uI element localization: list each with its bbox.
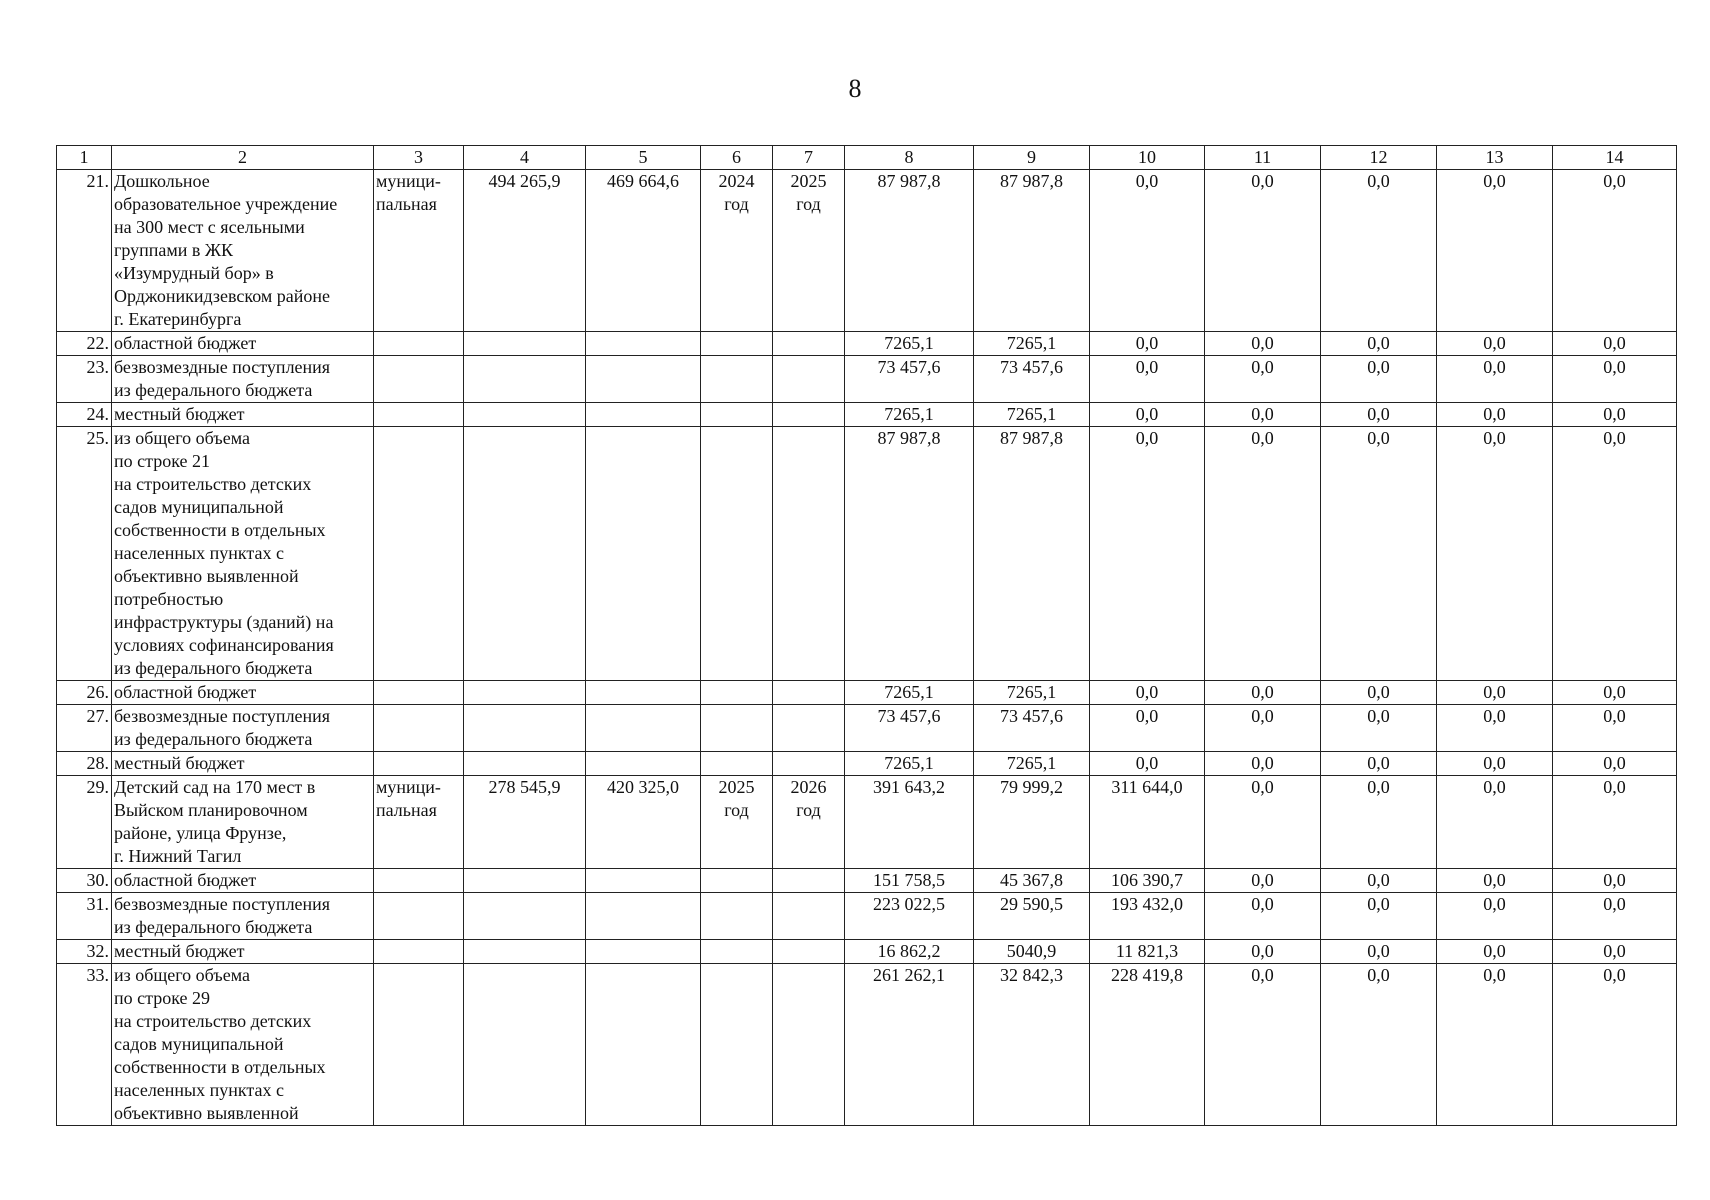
value-cell-11: 0,0	[1205, 356, 1321, 403]
end-year-cell	[773, 705, 845, 752]
ownership-type-cell	[374, 681, 464, 705]
header-cell: 8	[845, 146, 974, 170]
end-year-cell	[773, 964, 845, 1126]
row-number-cell: 33.	[57, 964, 112, 1126]
value-cell-13: 0,0	[1437, 869, 1553, 893]
end-year-cell	[773, 427, 845, 681]
value-cell-12: 0,0	[1321, 893, 1437, 940]
ownership-type-cell	[374, 940, 464, 964]
page-number: 8	[848, 74, 862, 103]
value-cell-13: 0,0	[1437, 356, 1553, 403]
value-cell-12: 0,0	[1321, 776, 1437, 869]
item-name-cell: из общего объема по строке 21 на строительство детских садов муниципальной собственности в отдельных населенных пунктах с объективно выявленной потребностью инфраструктуры (зданий) на условиях софинансирования из федерального бюджета	[112, 427, 374, 681]
row-number-cell: 26.	[57, 681, 112, 705]
value-cell-13: 0,0	[1437, 752, 1553, 776]
value-cell-8: 73 457,6	[845, 356, 974, 403]
item-name-cell: Детский сад на 170 мест в Выйском планировочном районе, улица Фрунзе, г. Нижний Тагил	[112, 776, 374, 869]
item-name-cell: областной бюджет	[112, 869, 374, 893]
value-cell-4	[464, 681, 586, 705]
value-cell-12: 0,0	[1321, 752, 1437, 776]
value-cell-12: 0,0	[1321, 940, 1437, 964]
table-row	[57, 427, 1677, 681]
row-number-cell: 32.	[57, 940, 112, 964]
value-cell-13: 0,0	[1437, 681, 1553, 705]
row-number-cell: 24.	[57, 403, 112, 427]
value-cell-14: 0,0	[1553, 403, 1677, 427]
value-cell-8: 87 987,8	[845, 170, 974, 332]
value-cell-8: 223 022,5	[845, 893, 974, 940]
header-cell: 11	[1205, 146, 1321, 170]
start-year-cell	[701, 869, 773, 893]
value-cell-9: 32 842,3	[974, 964, 1090, 1126]
table-row	[57, 332, 1677, 356]
value-cell-14: 0,0	[1553, 705, 1677, 752]
row-number-cell: 22.	[57, 332, 112, 356]
value-cell-9: 29 590,5	[974, 893, 1090, 940]
value-cell-4: 278 545,9	[464, 776, 586, 869]
header-cell: 4	[464, 146, 586, 170]
end-year-cell	[773, 752, 845, 776]
value-cell-4	[464, 869, 586, 893]
value-cell-10: 0,0	[1090, 332, 1205, 356]
table-row	[57, 964, 1677, 1126]
table-row	[57, 705, 1677, 752]
value-cell-11: 0,0	[1205, 752, 1321, 776]
value-cell-10: 311 644,0	[1090, 776, 1205, 869]
ownership-type-cell	[374, 332, 464, 356]
value-cell-14: 0,0	[1553, 427, 1677, 681]
value-cell-12: 0,0	[1321, 332, 1437, 356]
value-cell-5	[586, 356, 701, 403]
ownership-type-cell	[374, 869, 464, 893]
value-cell-10: 0,0	[1090, 356, 1205, 403]
row-number-cell: 31.	[57, 893, 112, 940]
header-cell: 3	[374, 146, 464, 170]
value-cell-9: 7265,1	[974, 403, 1090, 427]
table-row	[57, 752, 1677, 776]
table-row	[57, 681, 1677, 705]
value-cell-8: 151 758,5	[845, 869, 974, 893]
value-cell-11: 0,0	[1205, 869, 1321, 893]
value-cell-8: 7265,1	[845, 681, 974, 705]
value-cell-5: 420 325,0	[586, 776, 701, 869]
start-year-cell	[701, 964, 773, 1126]
row-number-cell: 25.	[57, 427, 112, 681]
value-cell-8: 16 862,2	[845, 940, 974, 964]
value-cell-9: 73 457,6	[974, 705, 1090, 752]
start-year-cell	[701, 705, 773, 752]
item-name-cell: областной бюджет	[112, 681, 374, 705]
ownership-type-cell	[374, 705, 464, 752]
value-cell-10: 0,0	[1090, 403, 1205, 427]
value-cell-9: 5040,9	[974, 940, 1090, 964]
header-cell: 7	[773, 146, 845, 170]
item-name-cell: безвозмездные поступления из федерального бюджета	[112, 356, 374, 403]
value-cell-14: 0,0	[1553, 869, 1677, 893]
row-number-cell: 27.	[57, 705, 112, 752]
start-year-cell	[701, 893, 773, 940]
value-cell-10: 193 432,0	[1090, 893, 1205, 940]
start-year-cell	[701, 356, 773, 403]
value-cell-10: 106 390,7	[1090, 869, 1205, 893]
value-cell-10: 0,0	[1090, 752, 1205, 776]
value-cell-5	[586, 940, 701, 964]
value-cell-14: 0,0	[1553, 940, 1677, 964]
value-cell-11: 0,0	[1205, 170, 1321, 332]
header-cell: 13	[1437, 146, 1553, 170]
value-cell-8: 7265,1	[845, 332, 974, 356]
header-cell: 6	[701, 146, 773, 170]
value-cell-4	[464, 705, 586, 752]
value-cell-8: 7265,1	[845, 752, 974, 776]
value-cell-5	[586, 705, 701, 752]
end-year-cell	[773, 403, 845, 427]
table-row	[57, 403, 1677, 427]
value-cell-5	[586, 403, 701, 427]
value-cell-8: 87 987,8	[845, 427, 974, 681]
value-cell-10: 0,0	[1090, 705, 1205, 752]
table-row	[57, 893, 1677, 940]
row-number-cell: 30.	[57, 869, 112, 893]
value-cell-12: 0,0	[1321, 403, 1437, 427]
item-name-cell: из общего объема по строке 29 на строительство детских садов муниципальной собственности в отдельных населенных пунктах с объективно выявленной	[112, 964, 374, 1126]
start-year-cell	[701, 427, 773, 681]
value-cell-14: 0,0	[1553, 681, 1677, 705]
item-name-cell: безвозмездные поступления из федерального бюджета	[112, 705, 374, 752]
end-year-cell	[773, 940, 845, 964]
value-cell-11: 0,0	[1205, 705, 1321, 752]
value-cell-12: 0,0	[1321, 427, 1437, 681]
item-name-cell: Дошкольное образовательное учреждение на 300 мест с ясельными группами в ЖК «Изумрудный бор» в Орджоникидзевском районе г. Екатеринбурга	[112, 170, 374, 332]
value-cell-11: 0,0	[1205, 332, 1321, 356]
value-cell-14: 0,0	[1553, 332, 1677, 356]
value-cell-13: 0,0	[1437, 776, 1553, 869]
header-cell: 12	[1321, 146, 1437, 170]
ownership-type-cell	[374, 964, 464, 1126]
value-cell-8: 261 262,1	[845, 964, 974, 1126]
table-row	[57, 940, 1677, 964]
value-cell-14: 0,0	[1553, 893, 1677, 940]
end-year-cell	[773, 356, 845, 403]
item-name-cell: местный бюджет	[112, 403, 374, 427]
value-cell-14: 0,0	[1553, 752, 1677, 776]
value-cell-10: 11 821,3	[1090, 940, 1205, 964]
value-cell-14: 0,0	[1553, 964, 1677, 1126]
header-cell: 5	[586, 146, 701, 170]
value-cell-11: 0,0	[1205, 940, 1321, 964]
ownership-type-cell	[374, 752, 464, 776]
end-year-cell: 2025 год	[773, 170, 845, 332]
ownership-type-cell	[374, 356, 464, 403]
row-number-cell: 29.	[57, 776, 112, 869]
ownership-type-cell: муници- пальная	[374, 170, 464, 332]
value-cell-5	[586, 332, 701, 356]
header-cell: 1	[57, 146, 112, 170]
end-year-cell	[773, 681, 845, 705]
value-cell-4	[464, 427, 586, 681]
value-cell-13: 0,0	[1437, 427, 1553, 681]
value-cell-13: 0,0	[1437, 705, 1553, 752]
value-cell-9: 7265,1	[974, 332, 1090, 356]
item-name-cell: областной бюджет	[112, 332, 374, 356]
value-cell-4	[464, 964, 586, 1126]
header-row	[57, 146, 1677, 170]
value-cell-10: 0,0	[1090, 681, 1205, 705]
header-cell: 9	[974, 146, 1090, 170]
value-cell-13: 0,0	[1437, 964, 1553, 1126]
value-cell-8: 7265,1	[845, 403, 974, 427]
end-year-cell	[773, 893, 845, 940]
value-cell-12: 0,0	[1321, 356, 1437, 403]
budget-table	[56, 145, 1677, 1126]
value-cell-13: 0,0	[1437, 332, 1553, 356]
item-name-cell: безвозмездные поступления из федерального бюджета	[112, 893, 374, 940]
value-cell-10: 0,0	[1090, 170, 1205, 332]
value-cell-4	[464, 332, 586, 356]
row-number-cell: 21.	[57, 170, 112, 332]
end-year-cell	[773, 332, 845, 356]
item-name-cell: местный бюджет	[112, 940, 374, 964]
value-cell-9: 7265,1	[974, 681, 1090, 705]
start-year-cell	[701, 332, 773, 356]
value-cell-12: 0,0	[1321, 869, 1437, 893]
table-row	[57, 170, 1677, 332]
start-year-cell: 2025 год	[701, 776, 773, 869]
value-cell-13: 0,0	[1437, 893, 1553, 940]
ownership-type-cell	[374, 893, 464, 940]
value-cell-14: 0,0	[1553, 356, 1677, 403]
header-cell: 14	[1553, 146, 1677, 170]
row-number-cell: 28.	[57, 752, 112, 776]
header-cell: 2	[112, 146, 374, 170]
start-year-cell: 2024 год	[701, 170, 773, 332]
value-cell-10: 0,0	[1090, 427, 1205, 681]
value-cell-9: 73 457,6	[974, 356, 1090, 403]
start-year-cell	[701, 403, 773, 427]
value-cell-9: 87 987,8	[974, 427, 1090, 681]
value-cell-5	[586, 427, 701, 681]
ownership-type-cell	[374, 427, 464, 681]
value-cell-9: 45 367,8	[974, 869, 1090, 893]
value-cell-9: 87 987,8	[974, 170, 1090, 332]
table-row	[57, 869, 1677, 893]
end-year-cell: 2026 год	[773, 776, 845, 869]
value-cell-12: 0,0	[1321, 681, 1437, 705]
value-cell-11: 0,0	[1205, 681, 1321, 705]
ownership-type-cell: муници- пальная	[374, 776, 464, 869]
start-year-cell	[701, 752, 773, 776]
ownership-type-cell	[374, 403, 464, 427]
value-cell-5	[586, 893, 701, 940]
value-cell-9: 79 999,2	[974, 776, 1090, 869]
value-cell-8: 73 457,6	[845, 705, 974, 752]
value-cell-11: 0,0	[1205, 964, 1321, 1126]
value-cell-11: 0,0	[1205, 427, 1321, 681]
value-cell-14: 0,0	[1553, 170, 1677, 332]
value-cell-9: 7265,1	[974, 752, 1090, 776]
value-cell-10: 228 419,8	[1090, 964, 1205, 1126]
end-year-cell	[773, 869, 845, 893]
value-cell-5	[586, 681, 701, 705]
value-cell-12: 0,0	[1321, 964, 1437, 1126]
value-cell-13: 0,0	[1437, 403, 1553, 427]
value-cell-4	[464, 752, 586, 776]
value-cell-11: 0,0	[1205, 403, 1321, 427]
value-cell-14: 0,0	[1553, 776, 1677, 869]
value-cell-5	[586, 752, 701, 776]
start-year-cell	[701, 940, 773, 964]
value-cell-11: 0,0	[1205, 893, 1321, 940]
value-cell-5	[586, 869, 701, 893]
value-cell-4	[464, 356, 586, 403]
value-cell-5	[586, 964, 701, 1126]
value-cell-13: 0,0	[1437, 940, 1553, 964]
row-number-cell: 23.	[57, 356, 112, 403]
value-cell-8: 391 643,2	[845, 776, 974, 869]
value-cell-5: 469 664,6	[586, 170, 701, 332]
value-cell-13: 0,0	[1437, 170, 1553, 332]
item-name-cell: местный бюджет	[112, 752, 374, 776]
value-cell-12: 0,0	[1321, 170, 1437, 332]
value-cell-4	[464, 893, 586, 940]
value-cell-12: 0,0	[1321, 705, 1437, 752]
value-cell-4	[464, 940, 586, 964]
value-cell-4: 494 265,9	[464, 170, 586, 332]
header-cell: 10	[1090, 146, 1205, 170]
table-row	[57, 356, 1677, 403]
start-year-cell	[701, 681, 773, 705]
value-cell-11: 0,0	[1205, 776, 1321, 869]
value-cell-4	[464, 403, 586, 427]
table-row	[57, 776, 1677, 869]
